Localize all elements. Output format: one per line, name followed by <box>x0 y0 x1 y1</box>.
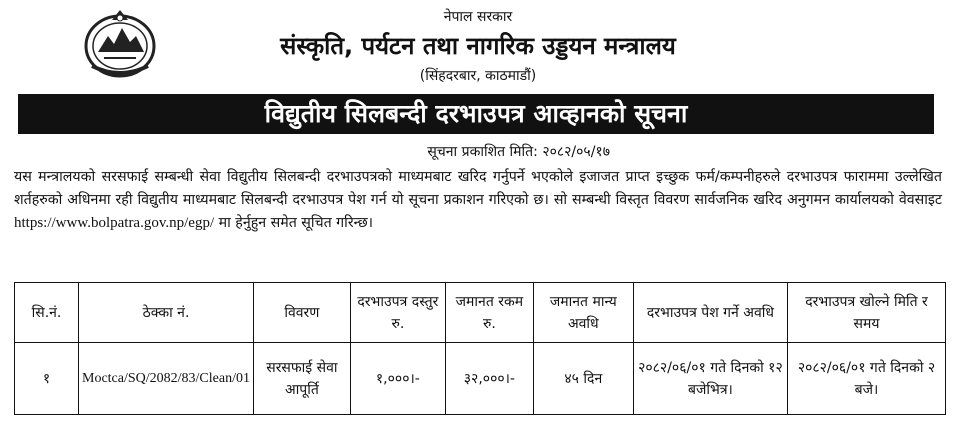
header-fee: दरभाउपत्र दस्तुर रु. <box>350 283 445 343</box>
header-description: विवरण <box>253 283 350 343</box>
header-contract-no: ठेक्का नं. <box>79 283 254 343</box>
cell-serial: १ <box>15 343 79 415</box>
cell-contract-no: Moctca/SQ/2082/83/Clean/01 <box>79 343 254 415</box>
ministry-name: संस्कृति, पर्यटन तथा नागरिक उड्डयन मन्त्रालय <box>280 32 676 60</box>
ministry-address: (सिंहदरबार, काठमाडौं) <box>419 68 537 84</box>
notice-body-text: यस मन्त्रालयको सरसफाई सम्बन्धी सेवा विद्युतीय सिलबन्दी दरभाउपत्रको माध्यमबाट खरिद गर्नुपर्ने भएकोले इजाजत प्राप्त इच्छुक फर्म/कम्पनीहरुले दरभाउपत्र फाराममा उल्लेखित शर्तहरुको अधिनमा रही विद्युतीय माध्यमबाट सिलबन्दी दरभाउपत्र पेश गर्न यो सूचना प्रकाशन गरिएको छ। सो सम्बन्धी विस्तृत विवरण सार्वजनिक खरिद अनुगमन कार्यालयको वेवसाइट <box>14 169 942 208</box>
table-header-row <box>15 283 946 343</box>
table-row <box>15 343 946 415</box>
header-security-validity: जमानत मान्य अवधि <box>533 283 633 343</box>
header-submission-period: दरभाउपत्र पेश गर्ने अवधि <box>633 283 787 343</box>
notice-body <box>14 166 942 235</box>
header-serial: सि.नं. <box>15 283 79 343</box>
notice-title: विद्युतीय सिलबन्दी दरभाउपत्र आव्हानको सूचना <box>18 94 934 134</box>
cell-description: सरसफाई सेवा आपूर्ति <box>253 343 350 415</box>
tender-table <box>14 282 946 415</box>
government-name: नेपाल सरकार <box>443 9 513 25</box>
header-opening-datetime: दरभाउपत्र खोल्ने मिति र समय <box>788 283 946 343</box>
header-security-amount: जमानत रकम रु. <box>445 283 533 343</box>
cell-submission-period: २०८२/०६/०१ गते दिनको १२ बजेभित्र। <box>633 343 787 415</box>
cell-opening-datetime: २०८२/०६/०१ गते दिनको २ बजे। <box>788 343 946 415</box>
cell-security-amount: ३२,०००।- <box>445 343 533 415</box>
cell-security-validity: ४५ दिन <box>533 343 633 415</box>
procurement-url-link[interactable]: https://www.bolpatra.gov.np/egp/ <box>14 215 215 231</box>
published-date: सूचना प्रकाशित मिति: २०८२/०५/१७ <box>427 144 610 160</box>
notice-body-closing: मा हेर्नुहुन समेत सूचित गरिन्छ। <box>218 215 374 231</box>
cell-fee: १,०००।- <box>350 343 445 415</box>
